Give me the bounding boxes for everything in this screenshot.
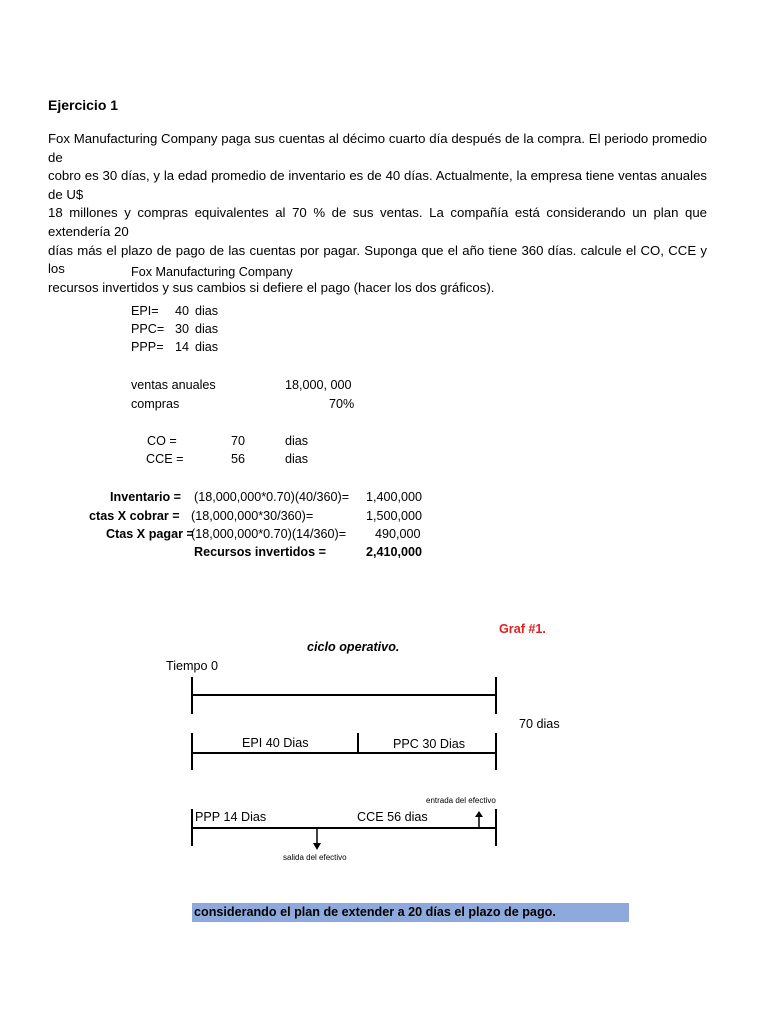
epi-ppc-divider [357,733,359,753]
inventory-value: 1,400,000 [366,490,423,504]
epi-unit: dias [195,304,219,318]
payables-value: 490,000 [375,527,421,541]
purchases-label: compras [131,397,180,411]
plan-banner [192,903,629,922]
receivables-value: 1,500,000 [366,509,423,523]
ppc-segment-label: PPC 30 Dias [393,737,466,751]
inventory-label: Inventario = [110,490,182,504]
payables-formula: (18,000,000*0.70)(14/360)= [191,527,347,541]
epi-label: EPI= [131,304,159,318]
purchases-value: 70% [329,397,355,411]
cce-unit: dias [285,452,309,466]
statement-line: recursos invertidos y sus cambios si defiere el pago (hacer los dos gráficos). [48,279,495,295]
co-value: 70 [231,434,246,448]
exercise-title: Ejercicio 1 [48,97,119,113]
cce-label: CCE = [146,452,184,466]
statement-line: días más el plazo de pago de las cuentas por pagar. Suponga que el año tiene 360 días. calcule el CO, CCE y los [48,242,707,277]
statement-line: 18 millones y compras equivalentes al 70 % de sus ventas. La compañía está considerando un plan que extendería 20 [48,205,707,239]
graph-tag: Graf #1. [499,622,546,636]
sales-label: ventas anuales [131,378,216,392]
cce-end-tick [495,809,497,846]
ppc-unit: dias [195,322,219,336]
ppc-label: PPC= [131,322,165,336]
total-days-label: 70 dias [519,717,560,731]
ppp-segment-label: PPP 14 Dias [195,810,267,824]
total-value: 2,410,000 [366,545,423,559]
time-zero-label: Tiempo 0 [166,659,219,673]
statement-line: cobro es 30 días, y la edad promedio de inventario es de 40 días. Actualmente, la empresa tiene ventas anuales de U$ [48,168,707,202]
receivables-label: ctas X cobrar = [89,509,180,523]
inventory-formula: (18,000,000*0.70)(40/360)= [194,490,350,504]
ppp-unit: dias [195,340,219,354]
cce-line [191,827,497,829]
ppp-value: 14 [175,340,190,354]
payables-label: Ctas X pagar = [106,527,194,541]
ppp-label: PPP= [131,340,164,354]
ppc-value: 30 [175,322,190,336]
cce-segment-label: CCE 56 dias [357,810,428,824]
epi-ppc-line [191,752,497,754]
down-arrow-icon [308,826,326,852]
epi-segment-label: EPI 40 Dias [242,736,309,750]
co-label: CO = [147,434,177,448]
graph-title: ciclo operativo. [307,640,400,654]
epi-value: 40 [175,304,190,318]
receivables-formula: (18,000,000*30/360)= [191,509,314,523]
statement-line: Fox Manufacturing Company paga sus cuentas al décimo cuarto día después de la compra. El periodo promedio de [48,131,707,165]
company-name: Fox Manufacturing Company [131,265,293,279]
ppc-end-tick [495,733,497,770]
operating-cycle-line [191,694,497,696]
sales-value: 18,000, 000 [285,378,352,392]
co-unit: dias [285,434,309,448]
up-arrow-icon [470,810,488,830]
total-label: Recursos invertidos = [194,545,326,559]
timeline-end-tick [495,677,497,714]
cash-out-label: salida del efectivo [283,853,347,862]
plan-banner-text: considerando el plan de extender a 20 días el plazo de pago. [194,905,556,919]
cce-value: 56 [231,452,246,466]
cash-in-label: entrada del efectivo [426,796,496,805]
